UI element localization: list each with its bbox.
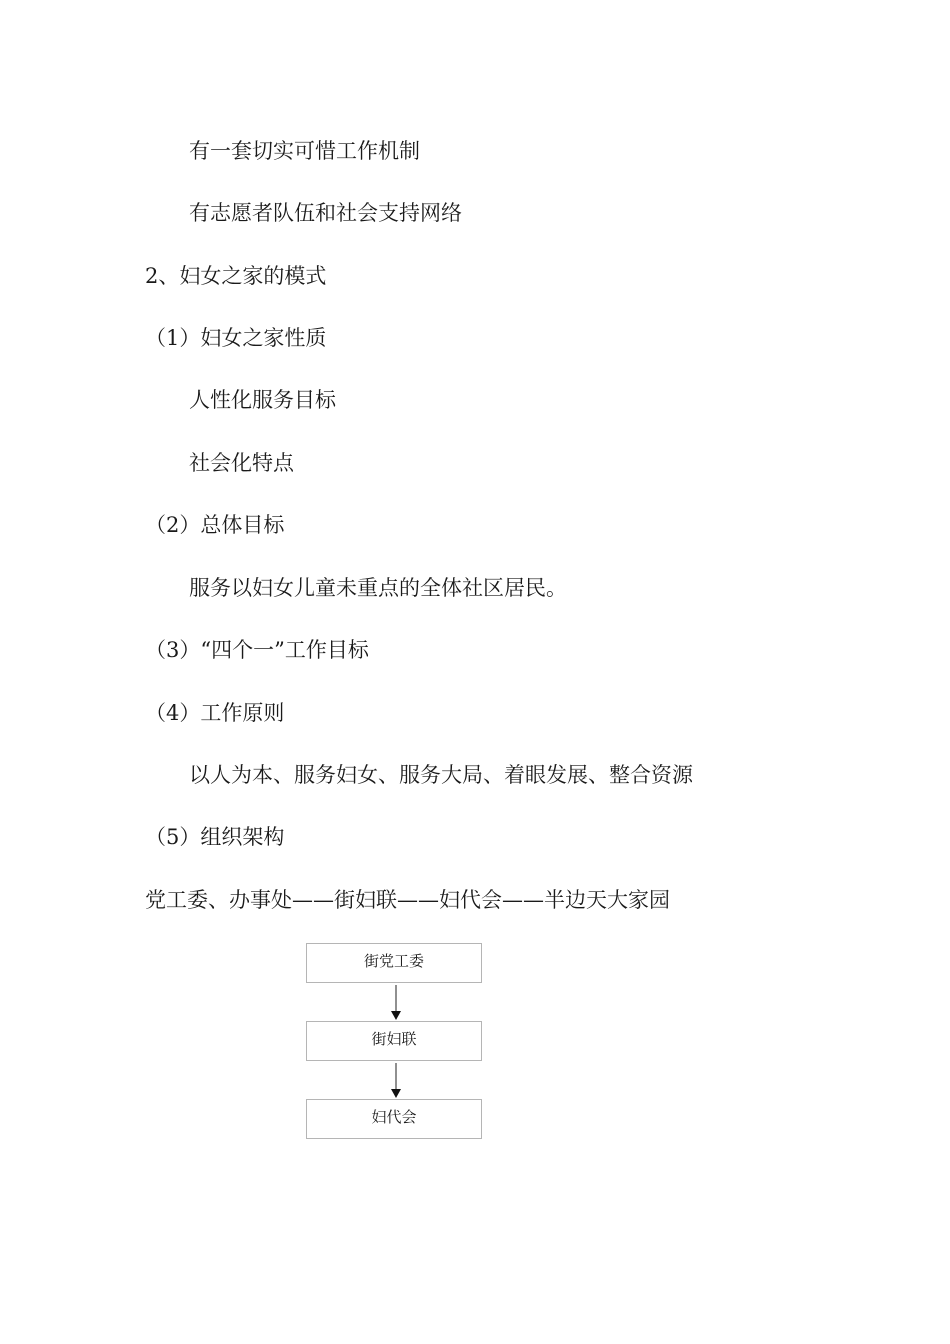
text-line: 有一套切实可惜工作机制 (189, 139, 420, 163)
text-line: 以人为本、服务妇女、服务大局、着眼发展、整合资源 (189, 763, 693, 787)
section-heading: 2、妇女之家的模式 (145, 264, 327, 288)
text-line: 人性化服务目标 (189, 388, 336, 412)
text-line: 有志愿者队伍和社会支持网络 (189, 201, 462, 225)
text-line: 党工委、办事处——街妇联——妇代会——半边天大家园 (145, 888, 670, 912)
org-node-womens-congress: 妇代会 (306, 1099, 482, 1139)
subsection-heading: （1）妇女之家性质 (145, 326, 327, 350)
arrow-head (391, 1089, 401, 1098)
arrow-head (391, 1011, 401, 1020)
org-node-party-committee: 街党工委 (306, 943, 482, 983)
subsection-heading: （3）“四个一”工作目标 (145, 638, 369, 662)
subsection-heading: （2）总体目标 (145, 513, 285, 537)
subsection-heading: （4）工作原则 (145, 701, 285, 725)
text-line: 服务以妇女儿童未重点的全体社区居民。 (189, 576, 567, 600)
text-line: 社会化特点 (189, 451, 294, 475)
org-node-womens-federation: 街妇联 (306, 1021, 482, 1061)
subsection-heading: （5）组织架构 (145, 825, 285, 849)
